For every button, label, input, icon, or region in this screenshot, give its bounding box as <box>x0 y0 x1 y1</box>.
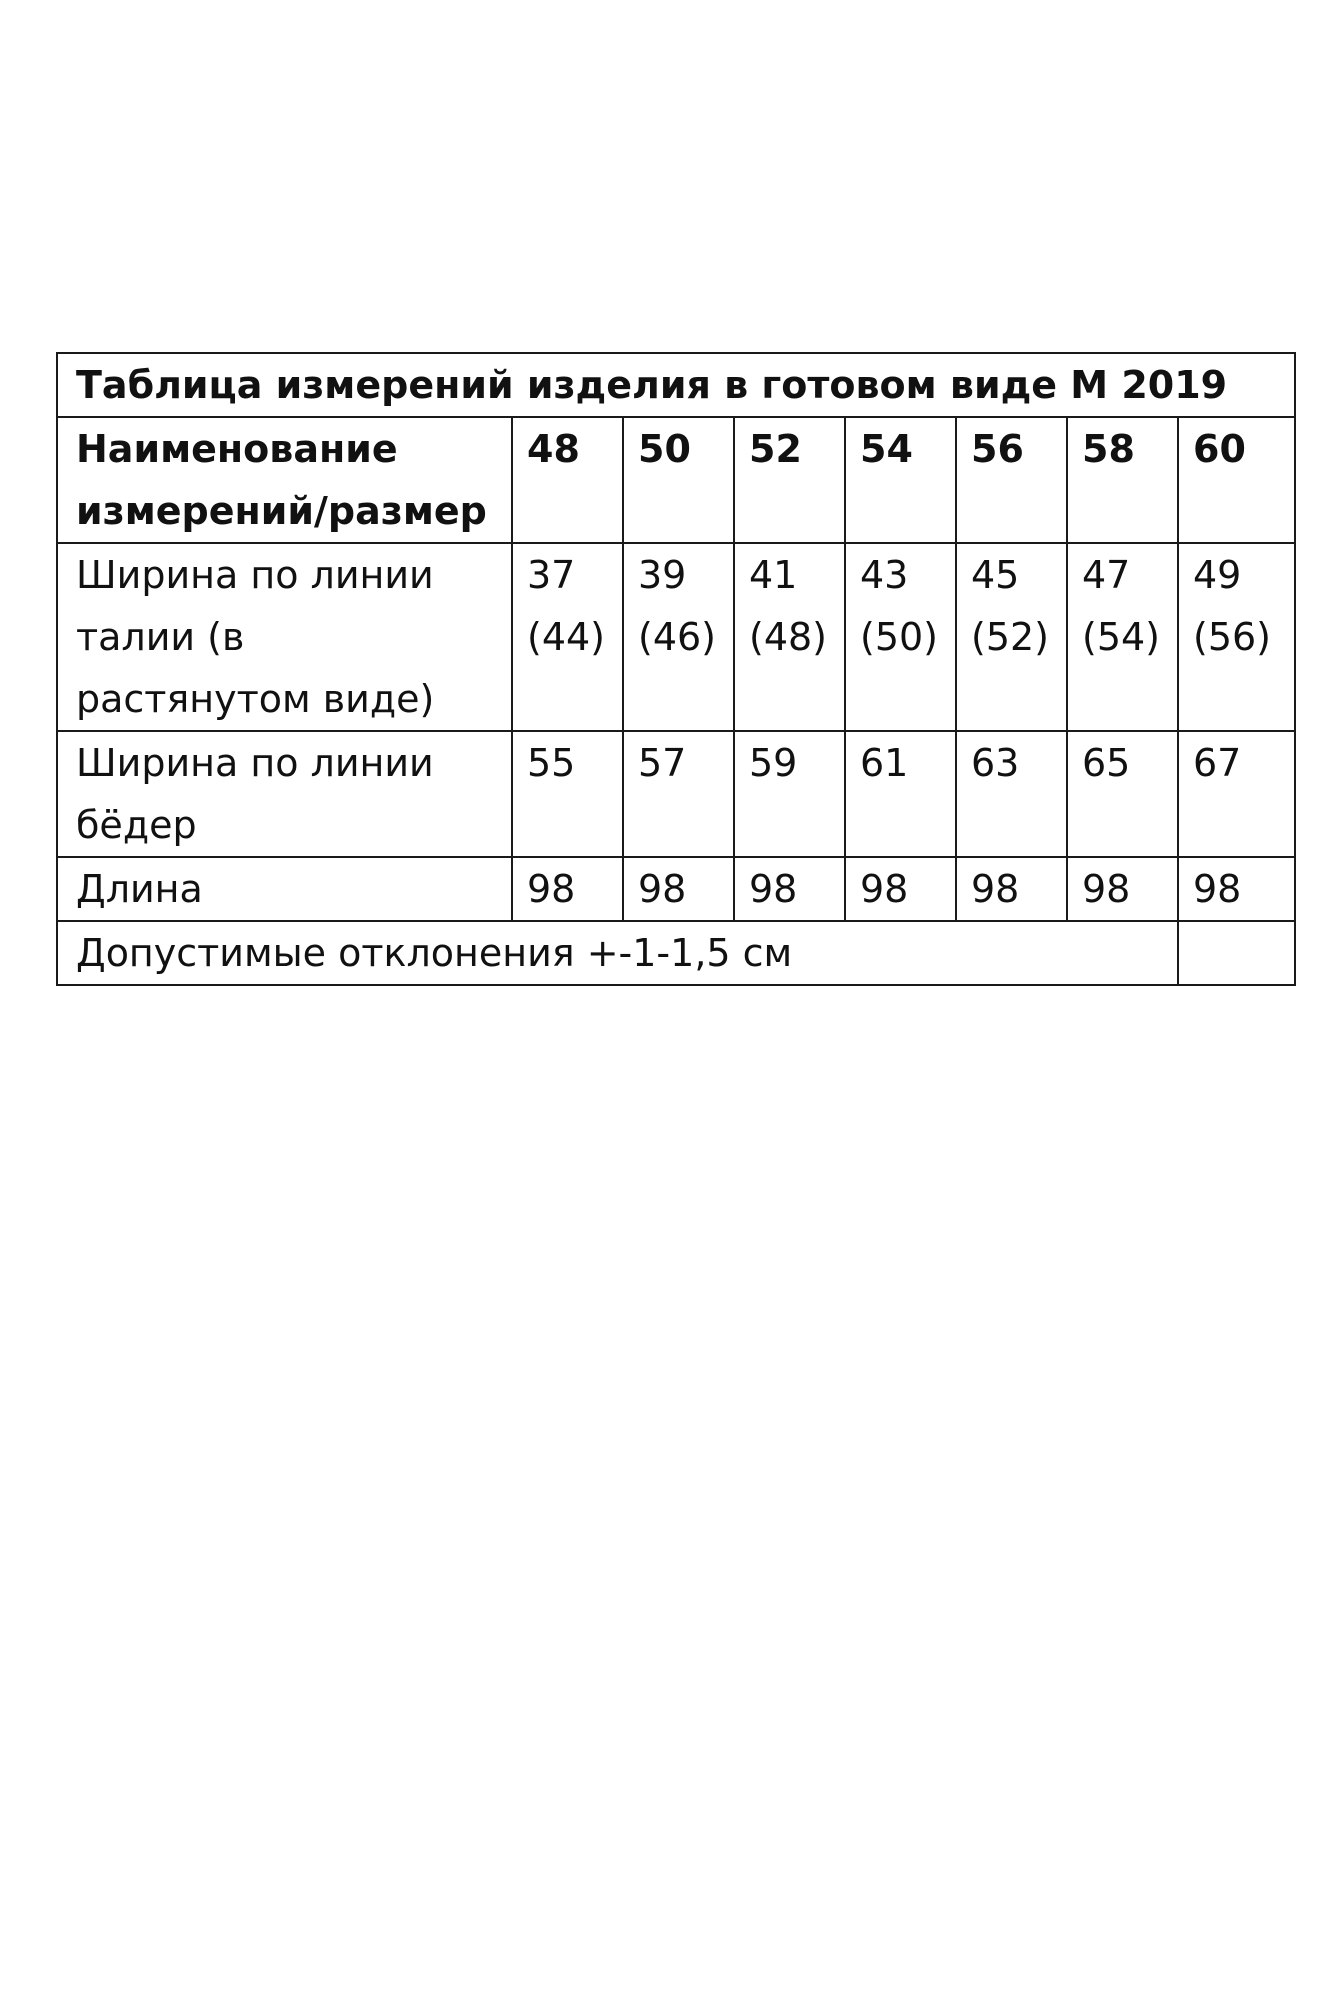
value-main: 39 <box>638 553 687 597</box>
value-cell: 98 <box>956 857 1067 921</box>
header-label-cell <box>57 417 512 543</box>
footer-row <box>57 921 1295 985</box>
empty-cell <box>1178 921 1295 985</box>
table-row-length <box>57 857 1295 921</box>
size-header: 48 <box>512 417 623 543</box>
value-cell <box>623 543 734 731</box>
value-stretched: (48) <box>749 615 828 659</box>
value-cell: 57 <box>623 731 734 857</box>
value-cell: 98 <box>623 857 734 921</box>
value-cell: 61 <box>845 731 956 857</box>
title-row <box>57 353 1295 417</box>
value-cell: 98 <box>1067 857 1178 921</box>
value-stretched: (46) <box>638 615 717 659</box>
size-header: 52 <box>734 417 845 543</box>
value-stretched: (52) <box>971 615 1050 659</box>
size-header: 60 <box>1178 417 1295 543</box>
value-cell: 98 <box>512 857 623 921</box>
value-cell <box>512 543 623 731</box>
table-title: Таблица измерений изделия в готовом виде М 2019 <box>57 353 1295 417</box>
value-cell: 67 <box>1178 731 1295 857</box>
value-cell: 98 <box>1178 857 1295 921</box>
value-cell: 55 <box>512 731 623 857</box>
value-cell: 98 <box>734 857 845 921</box>
value-cell: 63 <box>956 731 1067 857</box>
row-label <box>57 731 512 857</box>
header-label-line: измерений/размер <box>76 489 487 533</box>
size-header: 54 <box>845 417 956 543</box>
value-cell <box>1178 543 1295 731</box>
row-label-line: растянутом виде) <box>76 677 435 721</box>
measurements-table <box>56 352 1296 986</box>
value-main: 49 <box>1193 553 1242 597</box>
header-label-line: Наименование <box>76 427 398 471</box>
table-row-waist <box>57 543 1295 731</box>
value-main: 43 <box>860 553 909 597</box>
value-stretched: (56) <box>1193 615 1272 659</box>
table-row-hips <box>57 731 1295 857</box>
value-cell: 98 <box>845 857 956 921</box>
row-label-line: Ширина по линии <box>76 553 434 597</box>
value-stretched: (54) <box>1082 615 1161 659</box>
value-stretched: (44) <box>527 615 606 659</box>
row-label-line: бёдер <box>76 803 197 847</box>
value-main: 45 <box>971 553 1020 597</box>
value-cell: 59 <box>734 731 845 857</box>
value-cell <box>956 543 1067 731</box>
value-cell <box>734 543 845 731</box>
value-main: 37 <box>527 553 576 597</box>
value-main: 47 <box>1082 553 1131 597</box>
value-cell <box>1067 543 1178 731</box>
row-label-line: талии (в <box>76 615 245 659</box>
row-label: Длина <box>57 857 512 921</box>
size-header: 50 <box>623 417 734 543</box>
value-stretched: (50) <box>860 615 939 659</box>
value-cell: 65 <box>1067 731 1178 857</box>
size-header: 56 <box>956 417 1067 543</box>
row-label-line: Ширина по линии <box>76 741 434 785</box>
size-header: 58 <box>1067 417 1178 543</box>
value-main: 41 <box>749 553 798 597</box>
tolerance-note: Допустимые отклонения +-1-1,5 см <box>57 921 1178 985</box>
header-row <box>57 417 1295 543</box>
value-cell <box>845 543 956 731</box>
row-label <box>57 543 512 731</box>
